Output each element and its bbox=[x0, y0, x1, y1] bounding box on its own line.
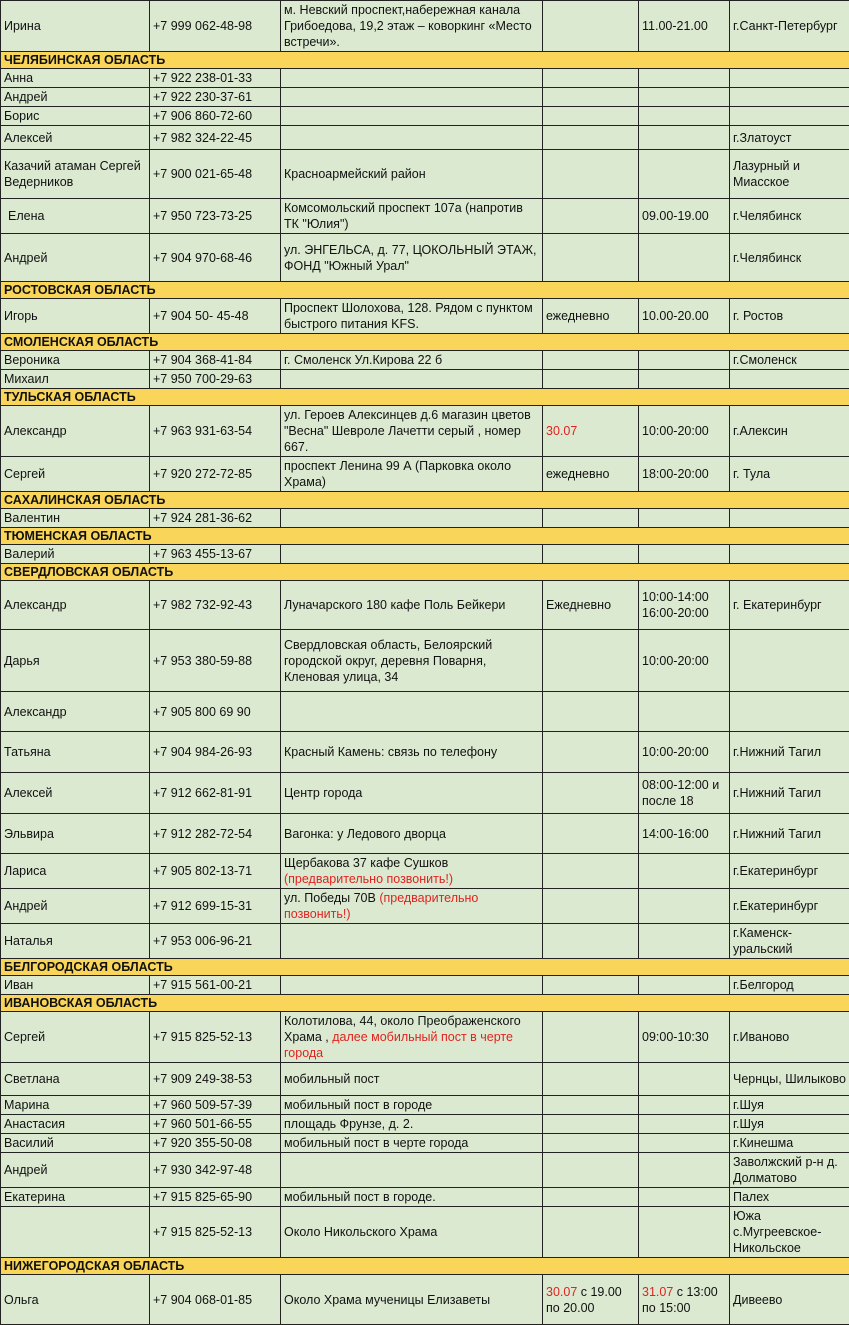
contact-days-cell bbox=[543, 1207, 639, 1258]
contact-row bbox=[1, 1, 849, 52]
contact-name-cell: Татьяна bbox=[1, 732, 150, 773]
region-title: ТУЛЬСКАЯ ОБЛАСТЬ bbox=[1, 389, 849, 406]
contact-city-cell bbox=[730, 370, 849, 389]
contact-phone-cell: +7 904 970-68-46 bbox=[150, 234, 281, 282]
contact-row bbox=[1, 1188, 849, 1207]
contact-name-cell: Игорь bbox=[1, 299, 150, 334]
contact-address-cell: Красный Камень: связь по телефону bbox=[281, 732, 543, 773]
region-header-row bbox=[1, 52, 849, 69]
contact-time-cell bbox=[639, 107, 730, 126]
contact-address-cell bbox=[281, 545, 543, 564]
contact-city-cell: Заволжский р-н д. Долматово bbox=[730, 1153, 849, 1188]
contact-row bbox=[1, 351, 849, 370]
contact-days-cell bbox=[543, 1096, 639, 1115]
date-time-text: с 13:00 по 15:00 bbox=[642, 1285, 718, 1315]
contact-name-cell: Андрей bbox=[1, 889, 150, 924]
contact-time-cell bbox=[639, 976, 730, 995]
contact-name-cell: Алексей bbox=[1, 126, 150, 150]
contact-name-cell: Александр bbox=[1, 406, 150, 457]
contact-days-cell bbox=[543, 1153, 639, 1188]
contact-city-cell bbox=[730, 88, 849, 107]
region-title: СМОЛЕНСКАЯ ОБЛАСТЬ bbox=[1, 334, 849, 351]
contact-name-cell: Ольга bbox=[1, 1275, 150, 1325]
contact-time-cell: 10:00-14:00 16:00-20:00 bbox=[639, 581, 730, 630]
contact-days-cell bbox=[543, 107, 639, 126]
contact-days-cell bbox=[543, 351, 639, 370]
contact-address-cell: ул. Героев Алексинцев д.6 магазин цветов "Весна" Шевроле Лачетти серый , номер 667. bbox=[281, 406, 543, 457]
contact-row bbox=[1, 889, 849, 924]
contact-days-cell: Ежедневно bbox=[543, 581, 639, 630]
contact-row bbox=[1, 732, 849, 773]
date-time-text: с 19.00 по 20.00 bbox=[546, 1285, 622, 1315]
contact-days-cell bbox=[543, 150, 639, 199]
contact-time-cell: 14:00-16:00 bbox=[639, 814, 730, 854]
contact-name-cell: Анна bbox=[1, 69, 150, 88]
contact-name-cell: Андрей bbox=[1, 88, 150, 107]
contact-name-cell: Валерий bbox=[1, 545, 150, 564]
contact-city-cell: г.Нижний Тагил bbox=[730, 773, 849, 814]
contact-phone-cell: +7 905 802-13-71 bbox=[150, 854, 281, 889]
contact-name-cell: Иван bbox=[1, 976, 150, 995]
contact-address-cell: м. Невский проспект,набережная канала Грибоедова, 19,2 этаж – коворкинг «Место встречи». bbox=[281, 1, 543, 52]
contact-days-cell bbox=[543, 1115, 639, 1134]
contact-time-cell bbox=[639, 545, 730, 564]
contact-row bbox=[1, 814, 849, 854]
contact-address-cell: Около Храма мученицы Елизаветы bbox=[281, 1275, 543, 1325]
contact-city-cell: г.Кинешма bbox=[730, 1134, 849, 1153]
contact-row bbox=[1, 854, 849, 889]
contact-days-cell bbox=[543, 1275, 639, 1325]
contact-days-cell bbox=[543, 126, 639, 150]
contact-phone-cell: +7 912 662-81-91 bbox=[150, 773, 281, 814]
contact-time-cell: 08:00-12:00 и после 18 bbox=[639, 773, 730, 814]
contact-time-cell bbox=[639, 509, 730, 528]
contact-address-cell bbox=[281, 889, 543, 924]
contact-city-cell bbox=[730, 509, 849, 528]
address-note-highlight: (предварительно позвонить!) bbox=[284, 891, 478, 921]
contact-address-cell bbox=[281, 924, 543, 959]
contact-phone-cell: +7 909 249-38-53 bbox=[150, 1063, 281, 1096]
contact-city-cell: г. Тула bbox=[730, 457, 849, 492]
contact-days-cell bbox=[543, 630, 639, 692]
region-title: БЕЛГОРОДСКАЯ ОБЛАСТЬ bbox=[1, 959, 849, 976]
contact-days-cell: ежедневно bbox=[543, 457, 639, 492]
contact-phone-cell: +7 920 272-72-85 bbox=[150, 457, 281, 492]
contact-time-cell bbox=[639, 1096, 730, 1115]
contact-row bbox=[1, 1063, 849, 1096]
contact-row bbox=[1, 545, 849, 564]
contact-time-cell bbox=[639, 1115, 730, 1134]
contact-name-cell: Вероника bbox=[1, 351, 150, 370]
contact-address-cell bbox=[281, 69, 543, 88]
contact-phone-cell: +7 905 800 69 90 bbox=[150, 692, 281, 732]
date-highlight: 31.07 bbox=[642, 1285, 673, 1299]
contact-city-cell: г.Иваново bbox=[730, 1012, 849, 1063]
contact-name-cell: Александр bbox=[1, 581, 150, 630]
contact-name-cell: Екатерина bbox=[1, 1188, 150, 1207]
contact-city-cell: г. Ростов bbox=[730, 299, 849, 334]
region-header-row bbox=[1, 528, 849, 545]
contact-address-cell: Красноармейский район bbox=[281, 150, 543, 199]
contact-time-cell bbox=[639, 854, 730, 889]
contact-days-cell bbox=[543, 1188, 639, 1207]
contact-time-cell bbox=[639, 234, 730, 282]
contact-days-cell bbox=[543, 854, 639, 889]
contact-phone-cell: +7 904 368-41-84 bbox=[150, 351, 281, 370]
contact-city-cell: г.Каменск-уральский bbox=[730, 924, 849, 959]
contact-city-cell bbox=[730, 69, 849, 88]
contact-address-cell bbox=[281, 509, 543, 528]
contact-address-cell: мобильный пост в черте города bbox=[281, 1134, 543, 1153]
contact-name-cell: Светлана bbox=[1, 1063, 150, 1096]
contact-row bbox=[1, 976, 849, 995]
contact-time-cell bbox=[639, 88, 730, 107]
contact-address-cell bbox=[281, 126, 543, 150]
contact-phone-cell: +7 953 380-59-88 bbox=[150, 630, 281, 692]
region-header-row bbox=[1, 1258, 849, 1275]
contact-days-cell bbox=[543, 88, 639, 107]
contact-time-cell bbox=[639, 1153, 730, 1188]
contact-phone-cell: +7 904 068-01-85 bbox=[150, 1275, 281, 1325]
contact-row bbox=[1, 1134, 849, 1153]
contact-name-cell: Наталья bbox=[1, 924, 150, 959]
contact-days-cell bbox=[543, 1134, 639, 1153]
contact-days-cell bbox=[543, 889, 639, 924]
contact-name-cell: Сергей bbox=[1, 1012, 150, 1063]
contact-address-cell: Центр города bbox=[281, 773, 543, 814]
contact-time-cell bbox=[639, 924, 730, 959]
contact-address-cell bbox=[281, 370, 543, 389]
contact-time-cell bbox=[639, 692, 730, 732]
contact-address-cell bbox=[281, 976, 543, 995]
contact-phone-cell: +7 912 699-15-31 bbox=[150, 889, 281, 924]
contact-address-cell: мобильный пост в городе bbox=[281, 1096, 543, 1115]
address-text: ул. Победы 70В bbox=[284, 891, 376, 905]
contact-time-cell: 18:00-20:00 bbox=[639, 457, 730, 492]
contact-time-cell: 09.00-19.00 bbox=[639, 199, 730, 234]
contact-city-cell: г.Челябинск bbox=[730, 199, 849, 234]
contact-name-cell: Сергей bbox=[1, 457, 150, 492]
contact-name-cell: Ирина bbox=[1, 1, 150, 52]
contact-days-cell bbox=[543, 976, 639, 995]
contact-city-cell: г.Белгород bbox=[730, 976, 849, 995]
contact-address-cell bbox=[281, 692, 543, 732]
contact-time-cell: 10:00-20:00 bbox=[639, 630, 730, 692]
contact-city-cell: Палех bbox=[730, 1188, 849, 1207]
date-highlight: 30.07 bbox=[546, 424, 577, 438]
contact-city-cell: г.Челябинск bbox=[730, 234, 849, 282]
contact-name-cell: Василий bbox=[1, 1134, 150, 1153]
contact-time-cell: 10:00-20:00 bbox=[639, 406, 730, 457]
contact-phone-cell: +7 915 825-52-13 bbox=[150, 1207, 281, 1258]
contacts-table-body bbox=[1, 1, 849, 1325]
contact-time-cell: 09:00-10:30 bbox=[639, 1012, 730, 1063]
region-header-row bbox=[1, 959, 849, 976]
contact-city-cell bbox=[730, 107, 849, 126]
contact-name-cell: Анастасия bbox=[1, 1115, 150, 1134]
region-header-row bbox=[1, 334, 849, 351]
contact-city-cell: г.Златоуст bbox=[730, 126, 849, 150]
contact-phone-cell: +7 960 509-57-39 bbox=[150, 1096, 281, 1115]
contact-address-cell: г. Смоленск Ул.Кирова 22 б bbox=[281, 351, 543, 370]
contact-address-cell: Проспект Шолохова, 128. Рядом с пунктом быстрого питания KFS. bbox=[281, 299, 543, 334]
contact-phone-cell: +7 920 355-50-08 bbox=[150, 1134, 281, 1153]
contact-time-cell bbox=[639, 1275, 730, 1325]
contact-phone-cell: +7 953 006-96-21 bbox=[150, 924, 281, 959]
region-header-row bbox=[1, 564, 849, 581]
contact-address-cell: Свердловская область, Белоярский городской округ, деревня Поварня, Кленовая улица, 34 bbox=[281, 630, 543, 692]
contact-row bbox=[1, 692, 849, 732]
contact-days-cell bbox=[543, 814, 639, 854]
contact-phone-cell: +7 912 282-72-54 bbox=[150, 814, 281, 854]
contact-row bbox=[1, 630, 849, 692]
contact-days-cell bbox=[543, 692, 639, 732]
contact-city-cell bbox=[730, 692, 849, 732]
contact-city-cell bbox=[730, 545, 849, 564]
contact-row bbox=[1, 1153, 849, 1188]
contact-phone-cell: +7 960 501-66-55 bbox=[150, 1115, 281, 1134]
contact-city-cell bbox=[730, 630, 849, 692]
contact-address-cell: проспект Ленина 99 А (Парковка около Храма) bbox=[281, 457, 543, 492]
contact-phone-cell: +7 963 931-63-54 bbox=[150, 406, 281, 457]
contact-time-cell bbox=[639, 1207, 730, 1258]
contact-name-cell: Валентин bbox=[1, 509, 150, 528]
contact-row bbox=[1, 1096, 849, 1115]
contact-row bbox=[1, 773, 849, 814]
contact-row bbox=[1, 150, 849, 199]
address-note-highlight: (предварительно позвонить!) bbox=[284, 872, 453, 886]
contact-row bbox=[1, 88, 849, 107]
contact-days-cell bbox=[543, 732, 639, 773]
contact-city-cell: г.Екатеринбург bbox=[730, 889, 849, 924]
contact-name-cell: Эльвира bbox=[1, 814, 150, 854]
contact-days-cell bbox=[543, 1063, 639, 1096]
contact-name-cell: Казачий атаман Сергей Ведерников bbox=[1, 150, 150, 199]
contact-name-cell: Марина bbox=[1, 1096, 150, 1115]
region-title: ЧЕЛЯБИНСКАЯ ОБЛАСТЬ bbox=[1, 52, 849, 69]
region-title: НИЖЕГОРОДСКАЯ ОБЛАСТЬ bbox=[1, 1258, 849, 1275]
address-text: Щербакова 37 кафе Сушков bbox=[284, 856, 448, 870]
contact-phone-cell: +7 999 062-48-98 bbox=[150, 1, 281, 52]
contact-phone-cell: +7 922 230-37-61 bbox=[150, 88, 281, 107]
contact-row bbox=[1, 69, 849, 88]
contact-address-cell: мобильный пост в городе. bbox=[281, 1188, 543, 1207]
region-header-row bbox=[1, 389, 849, 406]
contact-phone-cell: +7 915 561-00-21 bbox=[150, 976, 281, 995]
contact-days-cell: ежедневно bbox=[543, 299, 639, 334]
contact-phone-cell: +7 950 700-29-63 bbox=[150, 370, 281, 389]
contact-city-cell: г.Санкт-Петербург bbox=[730, 1, 849, 52]
region-title: ИВАНОВСКАЯ ОБЛАСТЬ bbox=[1, 995, 849, 1012]
contact-row bbox=[1, 924, 849, 959]
contact-row bbox=[1, 299, 849, 334]
contact-row bbox=[1, 1115, 849, 1134]
contact-days-cell bbox=[543, 509, 639, 528]
contact-time-cell bbox=[639, 150, 730, 199]
contact-phone-cell: +7 982 732-92-43 bbox=[150, 581, 281, 630]
contact-address-cell: Луначарского 180 кафе Поль Бейкери bbox=[281, 581, 543, 630]
contact-row bbox=[1, 126, 849, 150]
region-title: САХАЛИНСКАЯ ОБЛАСТЬ bbox=[1, 492, 849, 509]
contact-time-cell bbox=[639, 126, 730, 150]
contact-address-cell: Комсомольский проспект 107а (напротив ТК "Юлия") bbox=[281, 199, 543, 234]
contact-address-cell: площадь Фрунзе, д. 2. bbox=[281, 1115, 543, 1134]
contact-address-cell bbox=[281, 1153, 543, 1188]
contact-name-cell: Лариса bbox=[1, 854, 150, 889]
contact-days-cell bbox=[543, 773, 639, 814]
contact-row bbox=[1, 234, 849, 282]
contact-address-cell: мобильный пост bbox=[281, 1063, 543, 1096]
contact-name-cell: Михаил bbox=[1, 370, 150, 389]
contact-city-cell: г.Екатеринбург bbox=[730, 854, 849, 889]
contact-address-cell bbox=[281, 1012, 543, 1063]
contact-time-cell: 10.00-20.00 bbox=[639, 299, 730, 334]
region-title: СВЕРДЛОВСКАЯ ОБЛАСТЬ bbox=[1, 564, 849, 581]
contact-address-cell bbox=[281, 107, 543, 126]
contact-row bbox=[1, 1207, 849, 1258]
contact-phone-cell: +7 904 984-26-93 bbox=[150, 732, 281, 773]
contact-phone-cell: +7 924 281-36-62 bbox=[150, 509, 281, 528]
contact-city-cell: г.Шуя bbox=[730, 1096, 849, 1115]
contact-time-cell: 10:00-20:00 bbox=[639, 732, 730, 773]
contact-city-cell: Дивеево bbox=[730, 1275, 849, 1325]
contact-days-cell bbox=[543, 406, 639, 457]
contact-row bbox=[1, 370, 849, 389]
contact-city-cell: г. Екатеринбург bbox=[730, 581, 849, 630]
contact-row bbox=[1, 1012, 849, 1063]
contact-time-cell bbox=[639, 351, 730, 370]
contact-phone-cell: +7 982 324-22-45 bbox=[150, 126, 281, 150]
contact-row bbox=[1, 1275, 849, 1325]
contact-days-cell bbox=[543, 545, 639, 564]
contact-row bbox=[1, 581, 849, 630]
contact-address-cell: ул. ЭНГЕЛЬСА, д. 77, ЦОКОЛЬНЫЙ ЭТАЖ, ФОНД "Южный Урал" bbox=[281, 234, 543, 282]
region-header-row bbox=[1, 492, 849, 509]
contact-city-cell: г.Алексин bbox=[730, 406, 849, 457]
address-note-highlight: далее мобильный пост в черте города bbox=[284, 1030, 513, 1060]
contact-name-cell: Алексей bbox=[1, 773, 150, 814]
contact-city-cell: Чернцы, Шилыково bbox=[730, 1063, 849, 1096]
contact-name-cell: Андрей bbox=[1, 234, 150, 282]
contact-row bbox=[1, 199, 849, 234]
contact-days-cell bbox=[543, 924, 639, 959]
contact-address-cell bbox=[281, 88, 543, 107]
contact-phone-cell: +7 904 50- 45-48 bbox=[150, 299, 281, 334]
contact-phone-cell: +7 906 860-72-60 bbox=[150, 107, 281, 126]
contact-phone-cell: +7 900 021-65-48 bbox=[150, 150, 281, 199]
contact-days-cell bbox=[543, 234, 639, 282]
contact-phone-cell: +7 915 825-52-13 bbox=[150, 1012, 281, 1063]
contact-row bbox=[1, 107, 849, 126]
contact-phone-cell: +7 915 825-65-90 bbox=[150, 1188, 281, 1207]
contact-time-cell bbox=[639, 1063, 730, 1096]
contact-name-cell: Борис bbox=[1, 107, 150, 126]
contact-name-cell: Андрей bbox=[1, 1153, 150, 1188]
contact-days-cell bbox=[543, 1, 639, 52]
contact-days-cell bbox=[543, 199, 639, 234]
region-header-row bbox=[1, 282, 849, 299]
contact-time-cell bbox=[639, 69, 730, 88]
address-text: Колотилова, 44, около Преображенского Храма , bbox=[284, 1014, 521, 1044]
contact-row bbox=[1, 406, 849, 457]
contact-days-cell bbox=[543, 69, 639, 88]
contact-city-cell: г.Нижний Тагил bbox=[730, 732, 849, 773]
contact-address-cell: Около Никольского Храма bbox=[281, 1207, 543, 1258]
contact-phone-cell: +7 950 723-73-25 bbox=[150, 199, 281, 234]
contact-time-cell: 11.00-21.00 bbox=[639, 1, 730, 52]
contact-phone-cell: +7 922 238-01-33 bbox=[150, 69, 281, 88]
contact-address-cell: Вагонка: у Ледового дворца bbox=[281, 814, 543, 854]
contact-name-cell: Дарья bbox=[1, 630, 150, 692]
contact-row bbox=[1, 509, 849, 528]
contact-address-cell bbox=[281, 854, 543, 889]
contact-days-cell bbox=[543, 1012, 639, 1063]
contact-name-cell bbox=[1, 1207, 150, 1258]
contact-city-cell: Лазурный и Миасское bbox=[730, 150, 849, 199]
region-title: ТЮМЕНСКАЯ ОБЛАСТЬ bbox=[1, 528, 849, 545]
contact-phone-cell: +7 963 455-13-67 bbox=[150, 545, 281, 564]
contact-time-cell bbox=[639, 370, 730, 389]
region-title: РОСТОВСКАЯ ОБЛАСТЬ bbox=[1, 282, 849, 299]
contact-time-cell bbox=[639, 1188, 730, 1207]
contact-city-cell: г.Смоленск bbox=[730, 351, 849, 370]
contact-city-cell: г.Шуя bbox=[730, 1115, 849, 1134]
contact-city-cell: Южа с.Мугреевское-Никольское bbox=[730, 1207, 849, 1258]
contact-time-cell bbox=[639, 889, 730, 924]
contact-row bbox=[1, 457, 849, 492]
contact-city-cell: г.Нижний Тагил bbox=[730, 814, 849, 854]
date-highlight: 30.07 bbox=[546, 1285, 577, 1299]
contact-days-cell bbox=[543, 370, 639, 389]
contact-phone-cell: +7 930 342-97-48 bbox=[150, 1153, 281, 1188]
contact-name-cell: Александр bbox=[1, 692, 150, 732]
contact-time-cell bbox=[639, 1134, 730, 1153]
region-header-row bbox=[1, 995, 849, 1012]
contact-name-cell: Елена bbox=[1, 199, 150, 234]
